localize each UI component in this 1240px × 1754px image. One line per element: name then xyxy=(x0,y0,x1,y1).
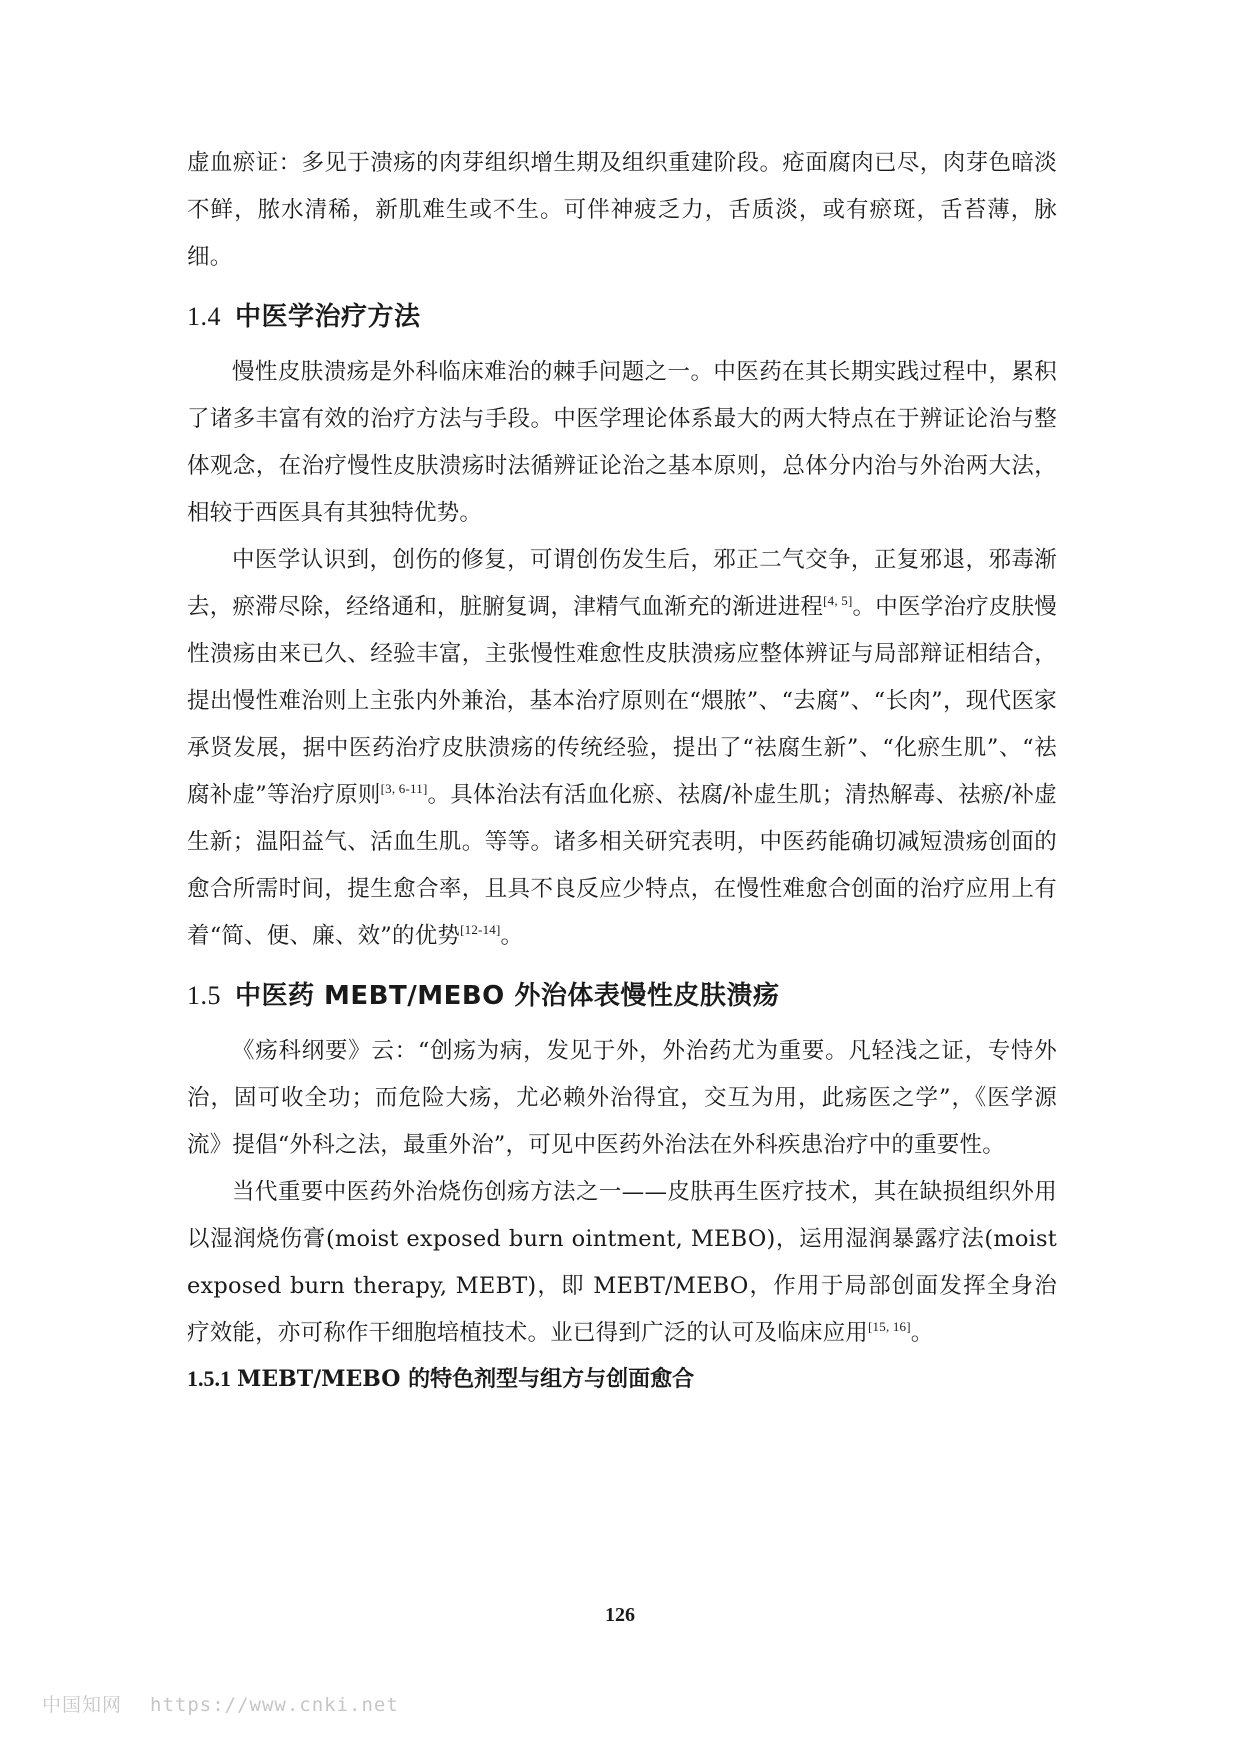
section-1-5-paragraph-1: 《疡科纲要》云：“创疡为病，发见于外，外治药尤为重要。凡轻浅之证，专恃外治，固可收全功；而危险大疡，尤必赖外治得宜，交互为用，此疡医之学”，《医学源流》提倡“外科之法，最重外治”，可见中医药外治法在外科疾患治疗中的重要性。 xyxy=(187,1038,1057,1158)
watermark-name: 中国知网 xyxy=(42,1694,123,1716)
section-heading-1-5 xyxy=(187,974,1057,1018)
watermark-url: https://www.cnki.net xyxy=(150,1694,399,1716)
intro-paragraph: 虚血瘀证：多见于溃疡的肉芽组织增生期及组织重建阶段。疮面腐肉已尽，肉芽色暗淡不鲜，脓水清稀，新肌难生或不生。可伴神疲乏力，舌质淡，或有瘀斑，舌苔薄，脉细。 xyxy=(187,150,1057,270)
page-body xyxy=(187,140,1057,1401)
section-1-5-paragraph-2 xyxy=(187,1169,1057,1357)
section-heading-1-4 xyxy=(187,295,1057,339)
section-1-4-paragraph-2 xyxy=(187,537,1057,960)
section-title: 中医学治疗方法 xyxy=(235,302,421,332)
citation-ref[interactable]: [3, 6-11] xyxy=(380,781,428,796)
text-run: 。中医学治疗皮肤慢性溃疡由来已久、经验丰富，主张慢性难愈性皮肤溃疡应整体辨证与局部辩证相结合，提出慢性难治则上主张内外兼治，基本治疗原则在“煨脓”、“去腐”、“长肉”，现代医家承贤发展，据中医药治疗皮肤溃疡的传统经验，提出了“祛腐生新”、“化瘀生肌”、“祛腐补虚”等治疗原则 xyxy=(187,594,1058,808)
text-run: 。 xyxy=(910,1320,934,1346)
subsection-title: MEBT/MEBO 的特色剂型与组方与创面愈合 xyxy=(237,1366,695,1392)
cnki-watermark xyxy=(42,1690,399,1717)
citation-ref[interactable]: [12-14] xyxy=(460,922,501,937)
text-run: 当代重要中医药外治烧伤创疡方法之一——皮肤再生医疗技术，其在缺损组织外用以湿润烧伤膏(moist exposed burn ointment, MEBO)，运用湿润暴露疗法(moist exposed burn therapy, MEBT)，即 MEBT/MEBO，作用于局部创面发挥全身治疗效能，亦可称作干细胞培植技术。业已得到广泛的认可及临床应用 xyxy=(187,1179,1057,1346)
section-title: 中医药 MEBT/MEBO 外治体表慢性皮肤溃疡 xyxy=(235,981,780,1011)
section-number: 1.4 xyxy=(187,302,221,331)
text-run: 。具体治法有活血化瘀、祛腐/补虚生肌；清热解毒、祛瘀/补虚生新；温阳益气、活血生肌。等等。诸多相关研究表明，中医药能确切减短溃疡创面的愈合所需时间，提生愈合率，且具不良反应少特点，在慢性难愈合创面的治疗应用上有着“简、便、廉、效”的优势 xyxy=(187,782,1057,949)
subsection-heading-1-5-1 xyxy=(187,1357,1057,1401)
section-1-4-paragraph-1: 慢性皮肤溃疡是外科临床难治的棘手问题之一。中医药在其长期实践过程中，累积了诸多丰富有效的治疗方法与手段。中医学理论体系最大的两大特点在于辨证论治与整体观念，在治疗慢性皮肤溃疡时法循辨证论治之基本原则，总体分内治与外治两大法，相较于西医具有其独特优势。 xyxy=(187,359,1057,526)
citation-ref[interactable]: [15, 16] xyxy=(868,1319,911,1334)
section-number: 1.5 xyxy=(187,981,221,1010)
citation-ref[interactable]: [4, 5] xyxy=(823,593,853,608)
subsection-number: 1.5.1 xyxy=(187,1366,231,1391)
text-run: 。 xyxy=(500,923,524,949)
page-number: 126 xyxy=(605,1604,635,1626)
text-run: 中医学认识到，创伤的修复，可谓创伤发生后，邪正二气交争，正复邪退，邪毒渐去，瘀滞尽除，经络通和，脏腑复调，津精气血渐充的渐进进程 xyxy=(187,547,1057,620)
